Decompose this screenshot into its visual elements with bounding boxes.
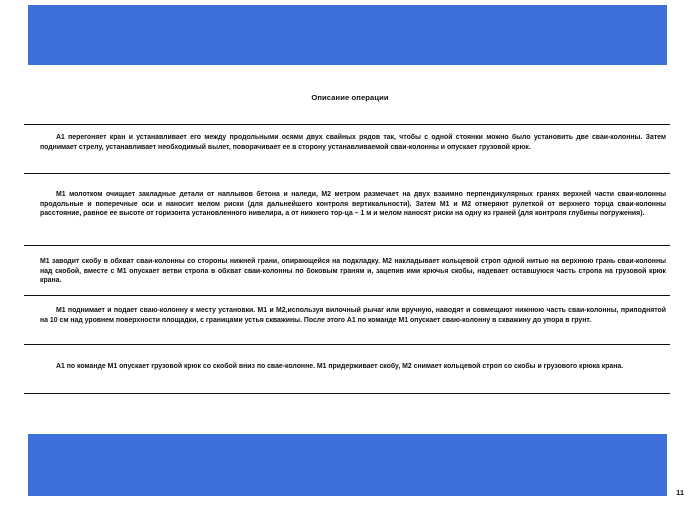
page-title: Описание операции bbox=[311, 93, 389, 102]
divider-4 bbox=[24, 344, 670, 345]
step-1-text bbox=[40, 133, 666, 152]
step-2-text bbox=[40, 190, 666, 219]
bottom-blue-banner bbox=[28, 434, 667, 496]
top-blue-banner bbox=[28, 5, 667, 65]
step-1-content: А1 перегоняет кран и устанавливает его между продольными осями двух свайных рядов так, чтобы с одной стоянки можно было установить две сваи-колонны. Затем поднимает стрелу, устанавливает необходимый вылет, поворачивает ее в сторону устанавливаемой сваи-колонны и опускает грузовой крюк. bbox=[40, 134, 666, 151]
divider-bottom bbox=[24, 393, 670, 394]
page-number: 11 bbox=[676, 488, 684, 497]
step-2-content: М1 молотком очищает закладные детали от наплывов бетона и наледи, М2 метром размечает на двух взаимно перпендикулярных гранях верхней части сваи-колонны продольные и поперечные оси и наносит мелом риски (для дальнейшего контроля вертикальности). Затем М1 и М2 отмеряют рулеткой от верхнего торца сваи-колонны расстояние, равное ее высоте от горизонта установленного нивелира, а от нижнего тор-ца – 1 м и мелом наносят риски на одну из граней (для контроля глубины погружения). bbox=[40, 191, 666, 218]
step-5-content: А1 по команде М1 опускает грузовой крюк со скобой вниз по сваe-колонне. М1 придерживает скобу, М2 снимает кольцевой строп со скобы и грузового крюка крана. bbox=[56, 363, 624, 370]
divider-top bbox=[24, 124, 670, 125]
step-5-text bbox=[40, 362, 666, 372]
step-4-content: М1 поднимает и подает сваю-колонну к месту установки. М1 и М2,используя вилочный рычаг или вручную, наводят и совмещают нижнюю часть сваи-колонны, приподнятой на 10 см над уровнем поверхности площадки, с границами устья скважины. После этого А1 по команде М1 опускает сваю-колонну в скважину до упора в грунт. bbox=[40, 307, 666, 324]
step-3-content: М1 заводит скобу в обхват сваи-колонны со стороны нижней грани, опирающейся на подкладку. М2 накладывает кольцевой строп одной нитью на верхнюю грань сваи-колонны над скобой, вместе с М1 опускает ветви стропа в обхват сваи-колонны по боковым граням и, зацепив ими крючья скобы, надевает оставшуюся часть стропа на грузовой крюк крана. bbox=[40, 258, 666, 285]
divider-1 bbox=[24, 173, 670, 174]
step-3-text bbox=[40, 257, 666, 286]
divider-3 bbox=[24, 295, 670, 296]
divider-2 bbox=[24, 245, 670, 246]
step-4-text bbox=[40, 306, 666, 325]
